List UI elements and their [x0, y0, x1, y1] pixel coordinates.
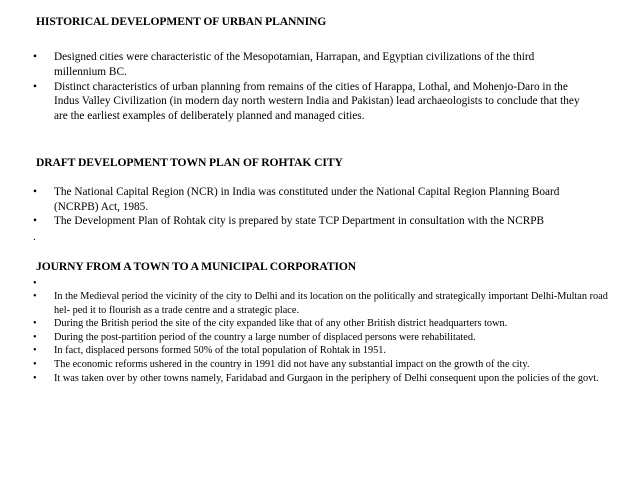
bullet: • [33, 372, 37, 384]
bullet: • [33, 331, 37, 343]
list-item-text: During the British period the site of the city expanded like that of any other British district headquarters town. [54, 318, 508, 330]
list-item-text: The Development Plan of Rohtak city is prepared by state TCP Department in consultation with the NCRPB [54, 215, 545, 228]
list-item [33, 372, 611, 386]
list-item-text: The economic reforms ushered in the country in 1991 did not have any substantial impact on the growth of the city. [54, 358, 530, 370]
list-item-text: In fact, displaced persons formed 50% of the total population of Rohtak in 1951. [54, 345, 386, 357]
list-item-text: In the Medieval period the vicinity of the city to Delhi and its location on the politically and strategically important Delhi-Multan road hel- ped it to flourish as a trade centre and a strategic place. [54, 291, 608, 316]
bullet: • [33, 215, 37, 228]
section-heading-historical-development: HISTORICAL DEVELOPMENT OF URBAN PLANNING [36, 15, 327, 28]
historical-development-list [33, 50, 589, 124]
list-item [33, 331, 611, 345]
bullet: • [33, 318, 37, 330]
list-item [33, 50, 589, 79]
bullet: • [33, 80, 37, 93]
list-item-text: It was taken over by other towns namely, Faridabad and Gurgaon in the periphery of Delhi consequent upon the policies of the govt. [54, 372, 599, 384]
list-item [33, 344, 611, 358]
list-item [33, 317, 611, 331]
stray-period: . [33, 231, 36, 243]
list-item-text: Designed cities were characteristic of the Mesopotamian, Harrapan, and Egyptian civilizations of the third millennium BC. [54, 51, 535, 78]
bullet: • [33, 291, 37, 302]
list-item [33, 185, 603, 214]
list-item [33, 358, 611, 372]
bullet: • [33, 186, 37, 198]
list-item-text: Distinct characteristics of urban planning from remains of the cities of Harappa, Lothal, and Mohenjo-Daro in the Indus Valley Civilization (in modern day north western India and Pakistan) lead archaeologists to conclude that they are the earliest examples of deliberately planned and managed cities. [54, 80, 580, 122]
bullet: • [33, 358, 37, 370]
bullet: • [33, 345, 37, 357]
municipal-corporation-list [33, 290, 611, 385]
draft-development-list [33, 185, 603, 229]
list-item-text: During the post-partition period of the country a large number of displaced persons were rehabilitated. [54, 331, 476, 343]
list-item [33, 214, 603, 229]
list-item-text: The National Capital Region (NCR) in India was constituted under the National Capital Region Planning Board (NCRPB) Act, 1985. [54, 186, 560, 213]
list-item [33, 290, 611, 317]
empty-bullet: • [33, 278, 37, 289]
bullet: • [33, 51, 37, 63]
list-item [33, 80, 589, 124]
section-heading-municipal-corporation: JOURNY FROM A TOWN TO A MUNICIPAL CORPORATION [36, 260, 357, 273]
section-heading-draft-development-plan: DRAFT DEVELOPMENT TOWN PLAN OF ROHTAK CITY [36, 156, 343, 169]
